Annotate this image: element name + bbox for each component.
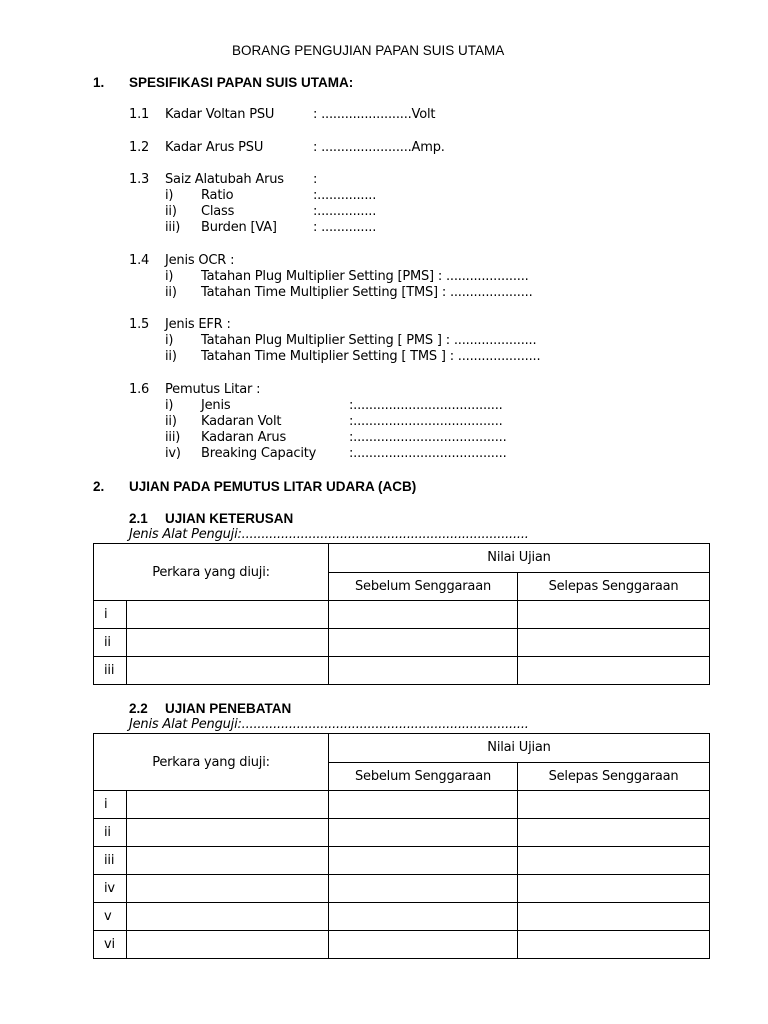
after-value-cell[interactable] [518,629,710,657]
subsection-2-1-heading: UJIAN KETERUSAN [165,511,294,526]
row-number: i [94,791,127,819]
item-1-3-i-field[interactable]: :............... [313,188,377,203]
item-1-2-number: 1.2 [129,140,150,155]
item-cell[interactable] [127,629,329,657]
item-1-2-label: Kadar Arus PSU [165,140,264,155]
item-1-6-number: 1.6 [129,382,150,397]
table-row [94,847,710,875]
item-cell[interactable] [127,819,329,847]
row-number: i [94,601,127,629]
row-number: ii [94,819,127,847]
header-after-maintenance: Selepas Senggaraan [518,762,710,791]
header-test-value: Nilai Ujian [329,544,710,573]
row-number: ii [94,629,127,657]
item-1-4-number: 1.4 [129,253,150,268]
section-1-number: 1. [93,75,105,90]
table-row [94,931,710,959]
item-1-5-label: Jenis EFR : [165,317,231,332]
item-1-6-i-label: Jenis [201,398,231,413]
after-value-cell[interactable] [518,791,710,819]
table-row [94,819,710,847]
table-row [94,601,710,629]
item-1-3-i-roman: i) [165,188,174,203]
before-value-cell[interactable] [329,931,518,959]
item-1-3-ii-roman: ii) [165,204,177,219]
item-1-3-iii-label: Burden [VA] [201,220,277,235]
table-row [94,903,710,931]
item-1-6-iv-field[interactable]: :....................................... [349,446,507,461]
item-1-6-iii-field[interactable]: :....................................... [349,430,507,445]
section-2-heading: UJIAN PADA PEMUTUS LITAR UDARA (ACB) [129,479,417,494]
item-1-5-ii-roman: ii) [165,349,177,364]
after-value-cell[interactable] [518,819,710,847]
row-number: iii [94,847,127,875]
item-1-5-number: 1.5 [129,317,150,332]
subsection-2-2-heading: UJIAN PENEBATAN [165,701,292,716]
item-cell[interactable] [127,931,329,959]
before-value-cell[interactable] [329,791,518,819]
instrument-field-2-2[interactable]: Jenis Alat Penguji:......................................................................... [129,717,529,732]
item-1-3-ii-field[interactable]: :............... [313,204,377,219]
row-number: vi [94,931,127,959]
subsection-2-2-number: 2.2 [129,701,148,716]
instrument-field-2-1[interactable]: Jenis Alat Penguji:......................................................................... [129,527,529,542]
before-value-cell[interactable] [329,629,518,657]
continuity-test-table [93,543,710,685]
header-item-tested: Perkara yang diuji: [94,544,329,601]
item-1-2-field[interactable]: : .......................Amp. [313,140,445,155]
item-cell[interactable] [127,601,329,629]
item-1-3-i-label: Ratio [201,188,234,203]
after-value-cell[interactable] [518,847,710,875]
item-1-6-ii-roman: ii) [165,414,177,429]
table-row [94,791,710,819]
insulation-test-table [93,733,710,959]
item-cell[interactable] [127,791,329,819]
item-1-4-ii-roman: ii) [165,285,177,300]
item-1-6-iii-label: Kadaran Arus [201,430,287,445]
item-1-1-field[interactable]: : .......................Volt [313,107,436,122]
item-1-6-iv-roman: iv) [165,446,181,461]
before-value-cell[interactable] [329,657,518,685]
item-1-3-ii-label: Class [201,204,235,219]
item-1-3-number: 1.3 [129,172,150,187]
table-row [94,629,710,657]
item-1-6-ii-label: Kadaran Volt [201,414,282,429]
item-1-6-iii-roman: iii) [165,430,181,445]
after-value-cell[interactable] [518,931,710,959]
header-test-value: Nilai Ujian [329,734,710,763]
item-cell[interactable] [127,875,329,903]
before-value-cell[interactable] [329,819,518,847]
item-1-4-ii-field[interactable]: Tatahan Time Multiplier Setting [TMS] : ..................... [201,285,533,300]
item-1-3-label: Saiz Alatubah Arus [165,172,284,187]
subsection-2-1-number: 2.1 [129,511,148,526]
section-2-number: 2. [93,479,105,494]
before-value-cell[interactable] [329,847,518,875]
item-1-6-i-field[interactable]: :...................................... [349,398,503,413]
item-1-3-iii-roman: iii) [165,220,181,235]
section-1-heading: SPESIFIKASI PAPAN SUIS UTAMA: [129,75,354,90]
item-1-3-iii-field[interactable]: : .............. [313,220,377,235]
item-cell[interactable] [127,903,329,931]
item-1-4-label: Jenis OCR : [165,253,235,268]
item-1-6-ii-field[interactable]: :...................................... [349,414,503,429]
item-cell[interactable] [127,847,329,875]
header-item-tested: Perkara yang diuji: [94,734,329,791]
row-number: iii [94,657,127,685]
item-1-5-ii-field[interactable]: Tatahan Time Multiplier Setting [ TMS ] : ..................... [201,349,541,364]
header-before-maintenance: Sebelum Senggaraan [329,572,518,601]
item-1-6-label: Pemutus Litar : [165,382,261,397]
row-number: v [94,903,127,931]
row-number: iv [94,875,127,903]
table-row [94,657,710,685]
item-1-5-i-roman: i) [165,333,174,348]
header-before-maintenance: Sebelum Senggaraan [329,762,518,791]
item-1-6-iv-label: Breaking Capacity [201,446,317,461]
before-value-cell[interactable] [329,601,518,629]
item-cell[interactable] [127,657,329,685]
before-value-cell[interactable] [329,875,518,903]
after-value-cell[interactable] [518,601,710,629]
item-1-1-number: 1.1 [129,107,150,122]
item-1-4-i-field[interactable]: Tatahan Plug Multiplier Setting [PMS] : ..................... [201,269,529,284]
item-1-6-i-roman: i) [165,398,174,413]
table-row [94,875,710,903]
after-value-cell[interactable] [518,903,710,931]
header-after-maintenance: Selepas Senggaraan [518,572,710,601]
item-1-1-label: Kadar Voltan PSU [165,107,275,122]
after-value-cell[interactable] [518,657,710,685]
page-title: BORANG PENGUJIAN PAPAN SUIS UTAMA [232,43,505,58]
item-1-4-i-roman: i) [165,269,174,284]
before-value-cell[interactable] [329,903,518,931]
after-value-cell[interactable] [518,875,710,903]
item-1-5-i-field[interactable]: Tatahan Plug Multiplier Setting [ PMS ] : ..................... [201,333,537,348]
item-1-3-colon: : [313,172,318,187]
